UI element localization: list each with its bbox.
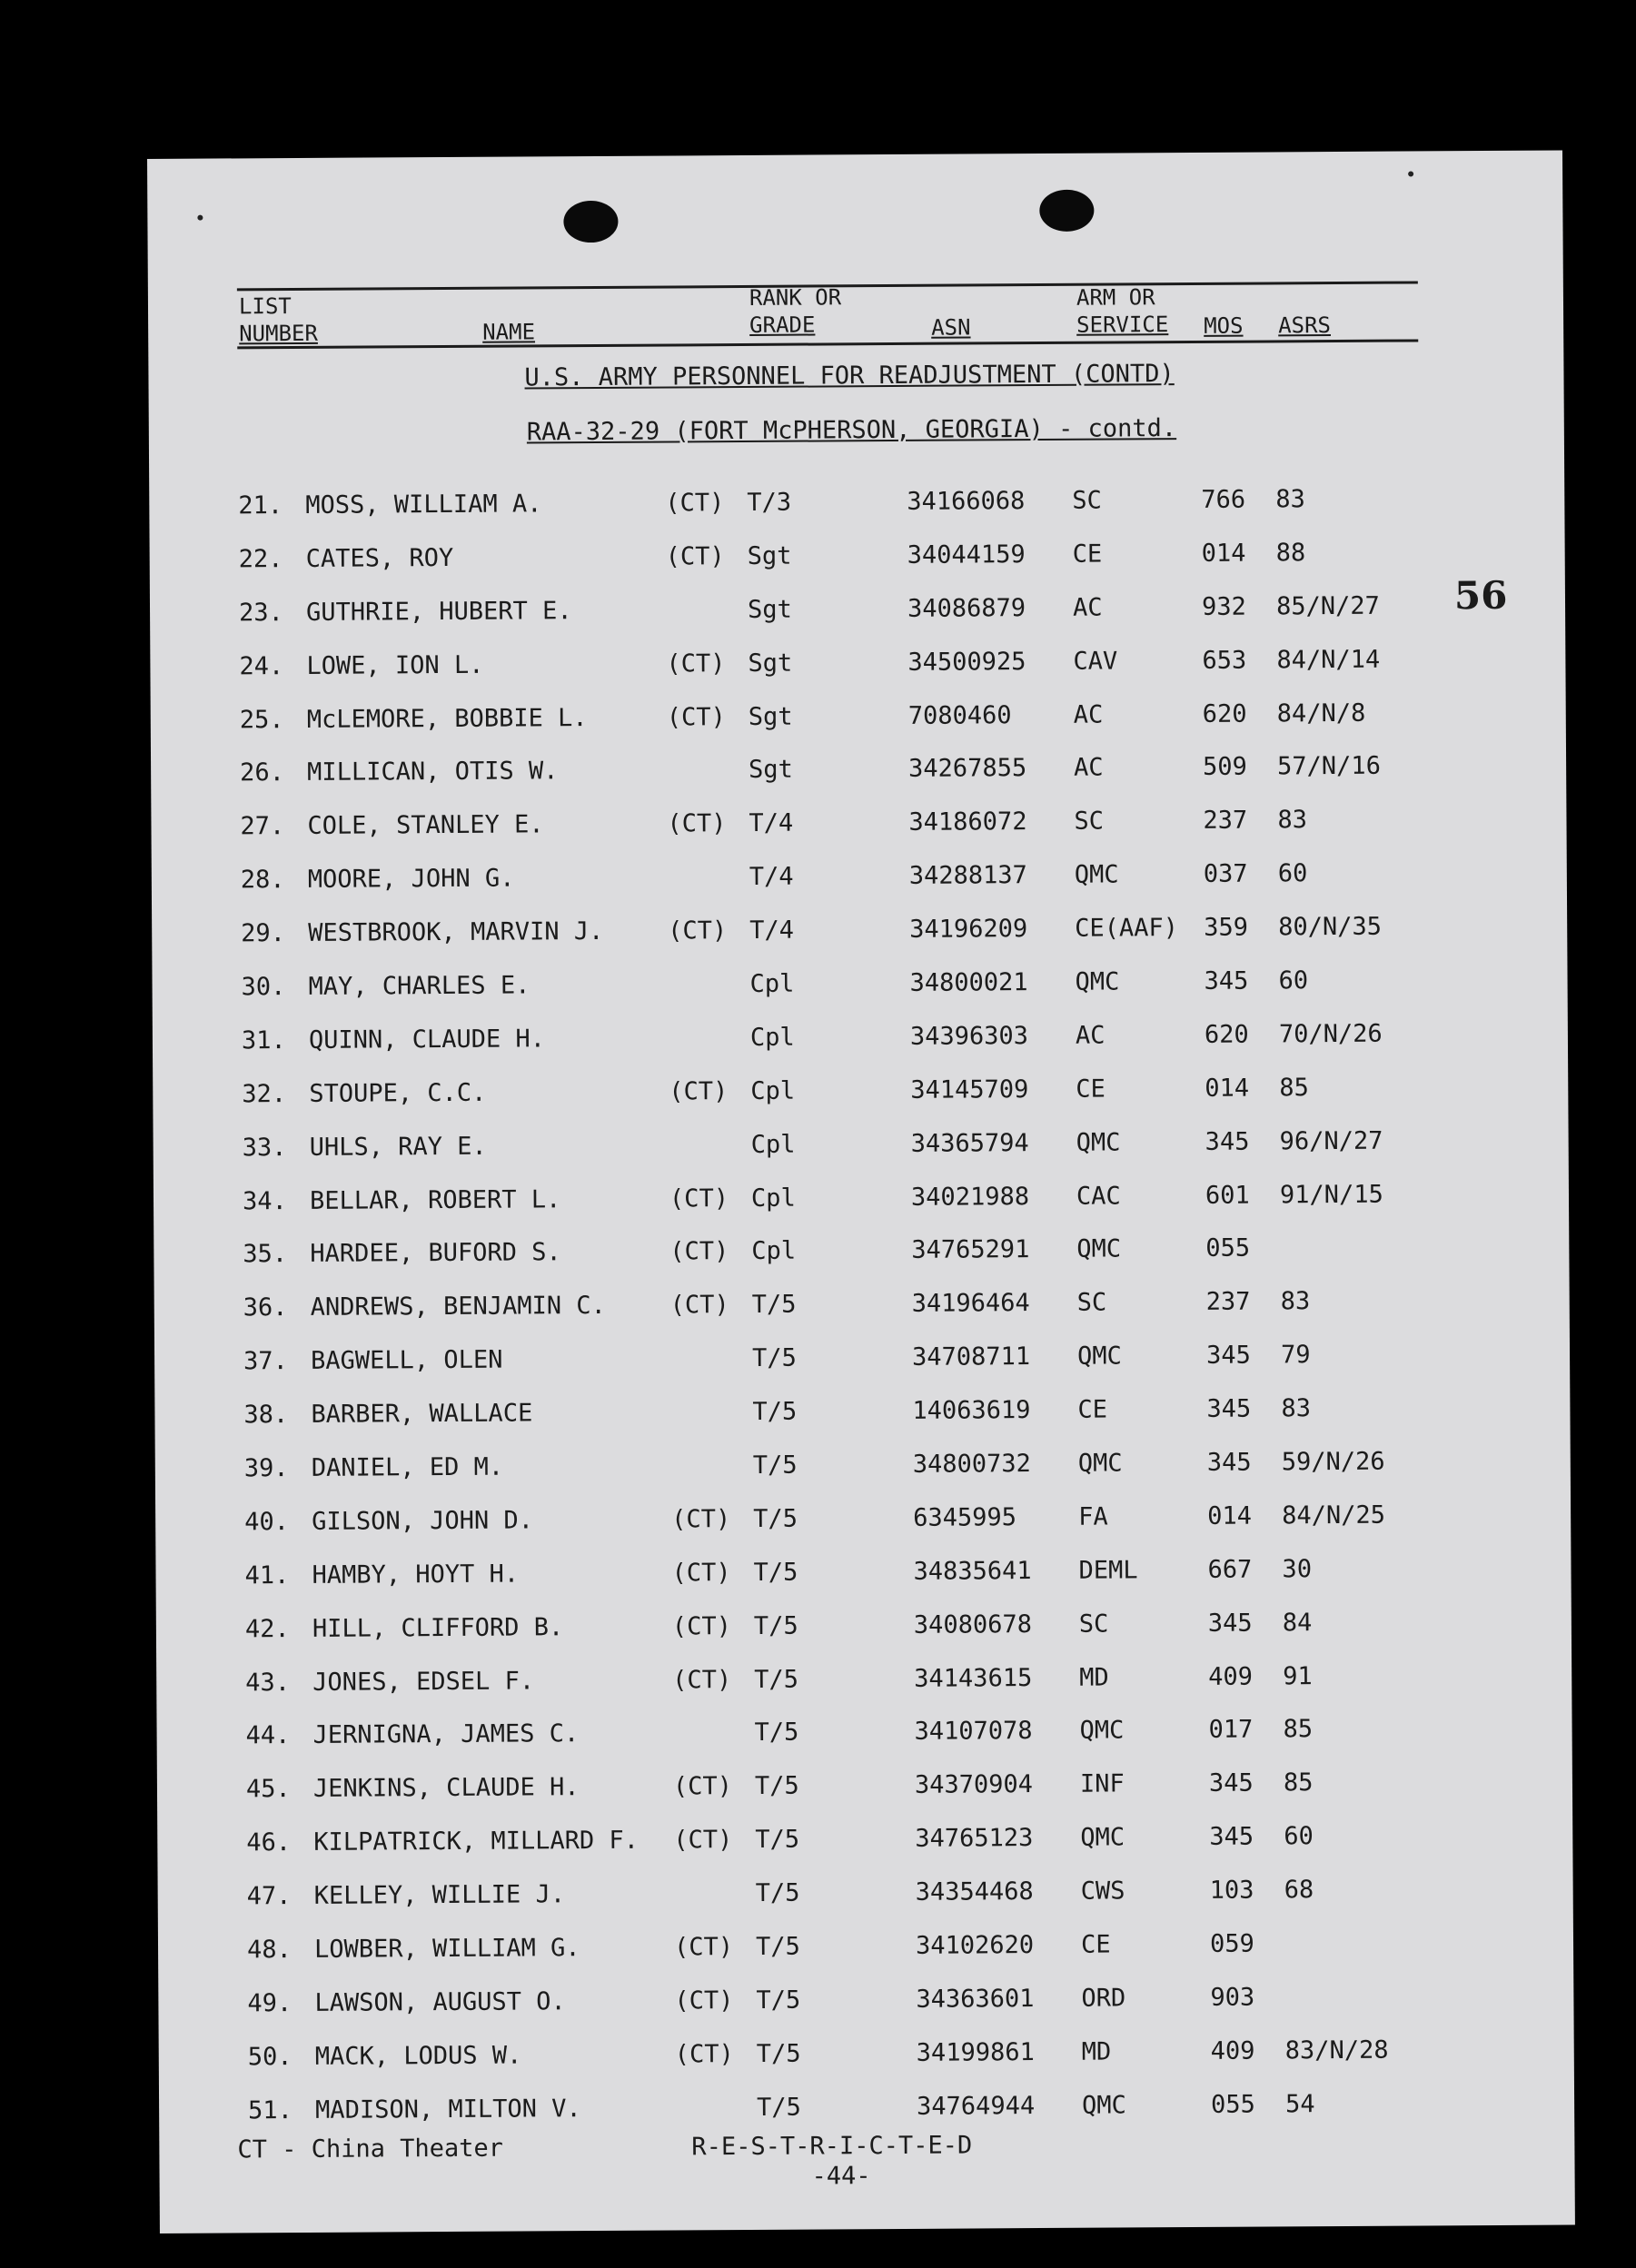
cell-name: MOSS, WILLIAM A. xyxy=(305,490,542,520)
cell-arm-service: AC xyxy=(1074,754,1104,783)
cell-name: MOORE, JOHN G. xyxy=(307,864,515,895)
cell-list-number: 46. xyxy=(246,1828,292,1857)
cell-theater-mark: (CT) xyxy=(671,1558,731,1588)
cell-name: JERNIGNA, JAMES C. xyxy=(312,1719,580,1750)
cell-theater-mark: (CT) xyxy=(667,809,727,838)
cell-mos: 345 xyxy=(1207,1609,1253,1638)
cell-rank: T/5 xyxy=(755,1825,800,1855)
table-row xyxy=(156,1703,1572,1765)
cell-asrs: 30 xyxy=(1282,1555,1313,1584)
cell-rank: T/5 xyxy=(755,1932,800,1961)
cell-asn: 34765291 xyxy=(911,1235,1030,1265)
cell-rank: Sgt xyxy=(747,595,792,624)
cell-name: JENKINS, CLAUDE H. xyxy=(312,1773,580,1804)
cell-asrs: 79 xyxy=(1280,1341,1311,1370)
cell-asrs: 80/N/35 xyxy=(1278,912,1383,942)
table-row xyxy=(154,1275,1570,1337)
cell-mos: 653 xyxy=(1202,646,1247,675)
cell-asrs: 59/N/26 xyxy=(1281,1447,1385,1477)
cell-asn: 34199861 xyxy=(916,2037,1035,2067)
header-name: NAME xyxy=(482,319,536,345)
cell-name: KELLEY, WILLIE J. xyxy=(313,1880,566,1911)
cell-asn: 34765123 xyxy=(915,1824,1034,1854)
cell-asn: 34267855 xyxy=(908,754,1027,784)
cell-name: BAGWELL, OLEN xyxy=(310,1345,503,1376)
cell-rank: T/5 xyxy=(754,1718,799,1748)
cell-arm-service: INF xyxy=(1079,1769,1125,1799)
cell-rank: T/5 xyxy=(755,1878,800,1908)
cell-asn: 34764944 xyxy=(917,2091,1036,2121)
punch-hole-left xyxy=(563,201,618,243)
cell-asn: 34396303 xyxy=(909,1021,1029,1051)
cell-theater-mark: (CT) xyxy=(665,489,725,518)
cell-list-number: 47. xyxy=(246,1882,292,1911)
cell-arm-service: QMC xyxy=(1082,2091,1126,2120)
cell-asn: 34143615 xyxy=(914,1663,1033,1693)
cell-arm-service: CWS xyxy=(1080,1877,1125,1906)
speck xyxy=(197,215,203,221)
cell-mos: 345 xyxy=(1204,966,1249,995)
cell-theater-mark: (CT) xyxy=(671,1611,732,1641)
header-asrs: ASRS xyxy=(1278,312,1332,339)
cell-rank: Cpl xyxy=(750,1076,796,1105)
cell-asrs: 84/N/14 xyxy=(1276,645,1381,675)
cell-list-number: 42. xyxy=(244,1614,290,1644)
cell-rank: T/5 xyxy=(752,1451,798,1480)
cell-theater-mark: (CT) xyxy=(674,1986,734,2015)
cell-arm-service: CE(AAF) xyxy=(1075,914,1179,943)
cell-mos: 359 xyxy=(1204,913,1249,943)
cell-theater-mark: (CT) xyxy=(668,916,728,946)
cell-name: LOWE, ION L. xyxy=(306,650,484,680)
cell-asn: 34800732 xyxy=(912,1450,1031,1479)
cell-list-number: 33. xyxy=(242,1133,287,1163)
cell-arm-service: CE xyxy=(1072,540,1103,569)
cell-rank: Sgt xyxy=(748,649,793,678)
cell-name: DANIEL, ED M. xyxy=(311,1452,504,1482)
cell-asrs: 83 xyxy=(1281,1394,1312,1423)
cell-mos: 237 xyxy=(1205,1287,1251,1317)
table-row xyxy=(154,1329,1570,1391)
cell-name: MAY, CHARLES E. xyxy=(308,971,530,1001)
cell-rank: Sgt xyxy=(749,756,793,785)
cell-asn: 34835641 xyxy=(913,1556,1032,1586)
cell-rank: T/5 xyxy=(756,2039,801,2068)
cell-name: McLEMORE, BOBBIE L. xyxy=(306,703,588,734)
cell-theater-mark: (CT) xyxy=(666,649,726,678)
header-arm-service: ARM OR SERVICE xyxy=(1076,284,1169,338)
cell-name: JONES, EDSEL F. xyxy=(312,1667,535,1697)
cell-rank: Cpl xyxy=(750,1130,796,1159)
header-asn: ASN xyxy=(931,314,971,341)
cell-asn: 34021988 xyxy=(910,1182,1030,1212)
table-row xyxy=(158,1864,1573,1926)
cell-rank: Cpl xyxy=(749,1023,795,1052)
cell-list-number: 45. xyxy=(245,1775,291,1804)
cell-asrs: 54 xyxy=(1285,2089,1315,2119)
cell-arm-service: QMC xyxy=(1075,967,1120,996)
cell-asn: 34080678 xyxy=(913,1609,1033,1639)
speck xyxy=(1408,171,1413,176)
document-page xyxy=(147,150,1575,2233)
cell-rank: T/3 xyxy=(747,488,792,517)
cell-mos: 667 xyxy=(1207,1555,1253,1584)
cell-theater-mark: (CT) xyxy=(669,1237,729,1266)
cell-name: HARDEE, BUFORD S. xyxy=(310,1238,561,1269)
cell-list-number: 39. xyxy=(243,1454,289,1483)
cell-mos: 345 xyxy=(1205,1341,1251,1371)
cell-asrs: 84/N/25 xyxy=(1282,1500,1386,1530)
table-row xyxy=(154,1168,1569,1230)
cell-theater-mark: (CT) xyxy=(674,2039,734,2069)
cell-asrs: 57/N/16 xyxy=(1277,752,1382,781)
cell-list-number: 34. xyxy=(242,1186,287,1215)
cell-asn: 34196209 xyxy=(909,915,1028,945)
cell-theater-mark: (CT) xyxy=(669,1184,729,1213)
cell-mos: 409 xyxy=(1210,2036,1255,2065)
cell-mos: 903 xyxy=(1210,1983,1255,2012)
cell-asn: 7080460 xyxy=(907,700,1012,730)
cell-arm-service: CE xyxy=(1077,1395,1108,1424)
table-row xyxy=(155,1542,1571,1604)
table-row xyxy=(149,472,1564,534)
cell-mos: 509 xyxy=(1203,753,1247,782)
table-row xyxy=(157,1810,1572,1872)
cell-rank: T/5 xyxy=(751,1343,797,1373)
table-row xyxy=(158,1970,1573,2032)
table-row xyxy=(151,794,1566,856)
cell-asrs: 68 xyxy=(1284,1876,1314,1905)
cell-list-number: 25. xyxy=(239,705,284,734)
cell-arm-service: QMC xyxy=(1074,860,1119,890)
cell-mos: 014 xyxy=(1205,1074,1250,1103)
cell-name: UHLS, RAY E. xyxy=(309,1132,487,1162)
cell-asn: 6345995 xyxy=(913,1503,1017,1532)
cell-rank: Cpl xyxy=(751,1237,797,1266)
cell-list-number: 30. xyxy=(241,973,286,1002)
cell-arm-service: SC xyxy=(1074,807,1105,837)
cell-rank: T/5 xyxy=(751,1291,797,1320)
cell-mos: 345 xyxy=(1209,1822,1254,1852)
cell-asrs: 60 xyxy=(1278,966,1309,995)
cell-mos: 014 xyxy=(1201,539,1246,568)
cell-list-number: 27. xyxy=(240,812,285,841)
cell-name: ANDREWS, BENJAMIN C. xyxy=(310,1292,606,1322)
cell-asrs: 91 xyxy=(1283,1661,1313,1690)
cell-rank: T/5 xyxy=(754,1665,799,1694)
cell-theater-mark: (CT) xyxy=(665,542,725,571)
cell-list-number: 40. xyxy=(244,1507,290,1537)
cell-list-number: 37. xyxy=(243,1347,288,1376)
cell-arm-service: CE xyxy=(1080,1930,1111,1959)
cell-mos: 103 xyxy=(1209,1876,1254,1906)
footer-legend: CT - China Theater xyxy=(237,2134,504,2164)
cell-list-number: 44. xyxy=(245,1721,291,1750)
table-row xyxy=(155,1435,1571,1497)
cell-list-number: 21. xyxy=(238,491,283,520)
cell-mos: 055 xyxy=(1205,1234,1251,1263)
cell-mos: 345 xyxy=(1206,1448,1252,1477)
cell-asn: 34102620 xyxy=(915,1931,1035,1960)
cell-arm-service: QMC xyxy=(1077,1449,1123,1478)
cell-rank: T/5 xyxy=(753,1611,798,1640)
cell-name: CATES, ROY xyxy=(305,543,454,573)
cell-list-number: 29. xyxy=(241,919,286,948)
cell-name: MADISON, MILTON V. xyxy=(315,2094,581,2124)
cell-theater-mark: (CT) xyxy=(673,1826,733,1855)
cell-name: BELLAR, ROBERT L. xyxy=(309,1184,561,1215)
cell-asn: 34107078 xyxy=(914,1717,1033,1747)
cell-asrs: 85 xyxy=(1279,1074,1309,1103)
cell-theater-mark: (CT) xyxy=(669,1076,729,1106)
table-row xyxy=(151,687,1566,748)
cell-name: MILLICAN, OTIS W. xyxy=(307,757,559,787)
cell-rank: T/5 xyxy=(756,1986,801,2015)
cell-mos: 237 xyxy=(1203,806,1248,836)
cell-asn: 34145709 xyxy=(910,1075,1029,1104)
cell-arm-service: MD xyxy=(1081,2037,1112,2066)
table-row xyxy=(158,1916,1573,1978)
cell-name: STOUPE, C.C. xyxy=(309,1078,487,1108)
cell-mos: 601 xyxy=(1205,1181,1250,1210)
cell-list-number: 26. xyxy=(240,758,285,787)
cell-arm-service: AC xyxy=(1075,1021,1106,1050)
cell-rank: Cpl xyxy=(750,1184,796,1213)
cell-list-number: 22. xyxy=(238,544,283,574)
cell-rank: Sgt xyxy=(748,702,793,731)
cell-asrs: 83 xyxy=(1275,485,1305,514)
cell-arm-service: QMC xyxy=(1076,1234,1122,1264)
table-row xyxy=(154,1382,1570,1444)
cell-list-number: 36. xyxy=(243,1293,288,1322)
table-row xyxy=(153,1114,1568,1176)
document-subtitle: RAA-32-29 (FORT McPHERSON, GEORGIA) - contd. xyxy=(526,414,1177,447)
cell-mos: 409 xyxy=(1208,1662,1254,1691)
footer-page-number: -44- xyxy=(811,2162,871,2191)
cell-mos: 345 xyxy=(1206,1394,1252,1424)
cell-arm-service: QMC xyxy=(1076,1342,1122,1372)
cell-mos: 345 xyxy=(1205,1127,1250,1156)
cell-arm-service: FA xyxy=(1078,1502,1108,1531)
header-rule-bottom xyxy=(237,339,1418,349)
cell-theater-mark: (CT) xyxy=(672,1665,732,1695)
cell-arm-service: QMC xyxy=(1080,1823,1125,1853)
header-rank: RANK OR GRADE xyxy=(749,284,842,338)
table-row xyxy=(150,579,1565,641)
cell-asrs: 85/N/27 xyxy=(1275,591,1380,621)
cell-list-number: 23. xyxy=(238,598,283,628)
cell-rank: T/5 xyxy=(753,1558,798,1587)
cell-rank: T/4 xyxy=(749,862,794,892)
cell-mos: 017 xyxy=(1208,1716,1254,1745)
cell-arm-service: AC xyxy=(1072,593,1103,622)
table-row xyxy=(155,1489,1571,1550)
cell-theater-mark: (CT) xyxy=(669,1291,729,1320)
cell-asn: 34086879 xyxy=(907,593,1026,623)
cell-rank: T/5 xyxy=(752,1397,798,1427)
cell-asrs: 83 xyxy=(1277,806,1308,835)
table-row xyxy=(159,2024,1574,2085)
table-row xyxy=(151,740,1566,802)
cell-asrs: 96/N/27 xyxy=(1279,1126,1383,1156)
cell-theater-mark: (CT) xyxy=(673,1933,734,1962)
cell-asn: 34500925 xyxy=(907,647,1026,677)
cell-mos: 345 xyxy=(1208,1768,1254,1798)
cell-rank: Cpl xyxy=(749,969,795,998)
cell-name: HILL, CLIFFORD B. xyxy=(312,1612,564,1643)
cell-rank: Sgt xyxy=(747,541,792,570)
cell-asn: 34166068 xyxy=(907,487,1026,516)
cell-arm-service: CAV xyxy=(1073,647,1118,676)
cell-asn: 34363601 xyxy=(916,1985,1035,2014)
table-row xyxy=(153,1007,1568,1069)
cell-theater-mark: (CT) xyxy=(666,702,726,732)
cell-asn: 34800021 xyxy=(909,968,1028,997)
cell-asn: 34365794 xyxy=(910,1128,1029,1158)
cell-arm-service: SC xyxy=(1076,1288,1107,1318)
cell-name: COLE, STANLEY E. xyxy=(307,810,544,841)
cell-arm-service: SC xyxy=(1072,486,1102,515)
cell-list-number: 50. xyxy=(247,2042,292,2072)
cell-asrs: 83/N/28 xyxy=(1284,2035,1389,2065)
cell-asrs: 88 xyxy=(1275,539,1306,568)
cell-asn: 34708711 xyxy=(911,1342,1031,1372)
cell-mos: 037 xyxy=(1203,859,1248,889)
cell-name: KILPATRICK, MILLARD F. xyxy=(313,1826,640,1857)
cell-list-number: 41. xyxy=(244,1560,290,1590)
cell-asn: 34196464 xyxy=(911,1289,1030,1319)
cell-list-number: 28. xyxy=(240,866,285,895)
cell-asrs: 84 xyxy=(1282,1608,1313,1638)
cell-name: HAMBY, HOYT H. xyxy=(312,1560,520,1590)
table-row xyxy=(156,1649,1572,1711)
cell-name: QUINN, CLAUDE H. xyxy=(308,1025,546,1055)
header-mos: MOS xyxy=(1204,312,1244,339)
cell-mos: 620 xyxy=(1202,699,1247,728)
cell-arm-service: QMC xyxy=(1076,1128,1121,1157)
table-row xyxy=(154,1222,1569,1283)
cell-arm-service: ORD xyxy=(1081,1984,1126,2013)
cell-name: GUTHRIE, HUBERT E. xyxy=(305,596,572,627)
cell-name: BARBER, WALLACE xyxy=(311,1399,533,1430)
cell-list-number: 31. xyxy=(241,1025,286,1055)
cell-mos: 055 xyxy=(1211,2090,1255,2119)
header-list-number: LIST NUMBER xyxy=(238,293,318,347)
cell-asrs: 70/N/26 xyxy=(1278,1019,1383,1049)
table-row xyxy=(150,633,1565,695)
cell-arm-service: QMC xyxy=(1079,1716,1125,1746)
page-stamp-number: 56 xyxy=(1453,572,1508,619)
cell-name: MACK, LODUS W. xyxy=(314,2041,522,2071)
cell-rank: T/4 xyxy=(749,809,794,838)
cell-asrs: 85 xyxy=(1283,1715,1314,1744)
cell-asrs: 60 xyxy=(1284,1822,1314,1851)
personnel-table xyxy=(149,472,1574,2139)
table-row xyxy=(152,847,1567,909)
table-row xyxy=(157,1757,1572,1818)
cell-rank: T/5 xyxy=(753,1504,798,1533)
cell-list-number: 35. xyxy=(243,1240,288,1269)
cell-asrs: 83 xyxy=(1280,1287,1311,1316)
cell-arm-service: MD xyxy=(1079,1663,1109,1692)
cell-list-number: 24. xyxy=(239,651,284,681)
cell-list-number: 49. xyxy=(247,1989,292,2018)
cell-asn: 34186072 xyxy=(908,807,1027,837)
cell-list-number: 51. xyxy=(248,2095,293,2125)
table-row xyxy=(152,954,1567,1015)
punch-hole-right xyxy=(1039,190,1094,232)
cell-asn: 14063619 xyxy=(912,1396,1031,1426)
cell-mos: 932 xyxy=(1201,592,1246,621)
table-row xyxy=(153,1061,1568,1123)
cell-asrs: 84/N/8 xyxy=(1276,698,1366,728)
cell-name: WESTBROOK, MARVIN J. xyxy=(308,917,604,948)
cell-asn: 34288137 xyxy=(908,861,1027,891)
cell-arm-service: SC xyxy=(1078,1609,1109,1639)
cell-mos: 620 xyxy=(1204,1020,1249,1049)
cell-mos: 059 xyxy=(1209,1929,1254,1958)
cell-theater-mark: (CT) xyxy=(671,1505,731,1534)
table-row xyxy=(152,901,1567,963)
cell-name: GILSON, JOHN D. xyxy=(312,1506,534,1536)
cell-asrs: 91/N/15 xyxy=(1279,1180,1383,1209)
table-row xyxy=(156,1596,1572,1658)
cell-rank: T/4 xyxy=(749,916,795,946)
cell-theater-mark: (CT) xyxy=(672,1772,733,1801)
cell-name: LAWSON, AUGUST O. xyxy=(314,1987,566,2017)
table-row xyxy=(150,526,1565,588)
document-title: U.S. ARMY PERSONNEL FOR READJUSTMENT (CONTD) xyxy=(524,360,1175,392)
cell-asrs: 85 xyxy=(1283,1768,1314,1798)
cell-asn: 34370904 xyxy=(914,1770,1034,1800)
cell-arm-service: AC xyxy=(1073,700,1104,729)
cell-arm-service: CE xyxy=(1076,1075,1106,1104)
cell-asrs: 60 xyxy=(1277,859,1308,888)
cell-name: LOWBER, WILLIAM G. xyxy=(313,1934,580,1964)
cell-asn: 34354468 xyxy=(915,1877,1034,1907)
cell-rank: T/5 xyxy=(757,2093,801,2122)
cell-list-number: 48. xyxy=(246,1936,292,1965)
cell-list-number: 38. xyxy=(243,1401,289,1430)
cell-asn: 34044159 xyxy=(907,540,1026,569)
cell-arm-service: DEML xyxy=(1078,1556,1138,1585)
footer-classification: R-E-S-T-R-I-C-T-E-D xyxy=(691,2131,973,2162)
cell-rank: T/5 xyxy=(754,1772,799,1801)
cell-arm-service: CAC xyxy=(1076,1182,1121,1211)
table-row xyxy=(159,2077,1574,2139)
cell-mos: 766 xyxy=(1201,485,1246,514)
cell-list-number: 43. xyxy=(245,1668,291,1697)
cell-list-number: 32. xyxy=(242,1079,287,1109)
cell-mos: 014 xyxy=(1207,1501,1253,1530)
